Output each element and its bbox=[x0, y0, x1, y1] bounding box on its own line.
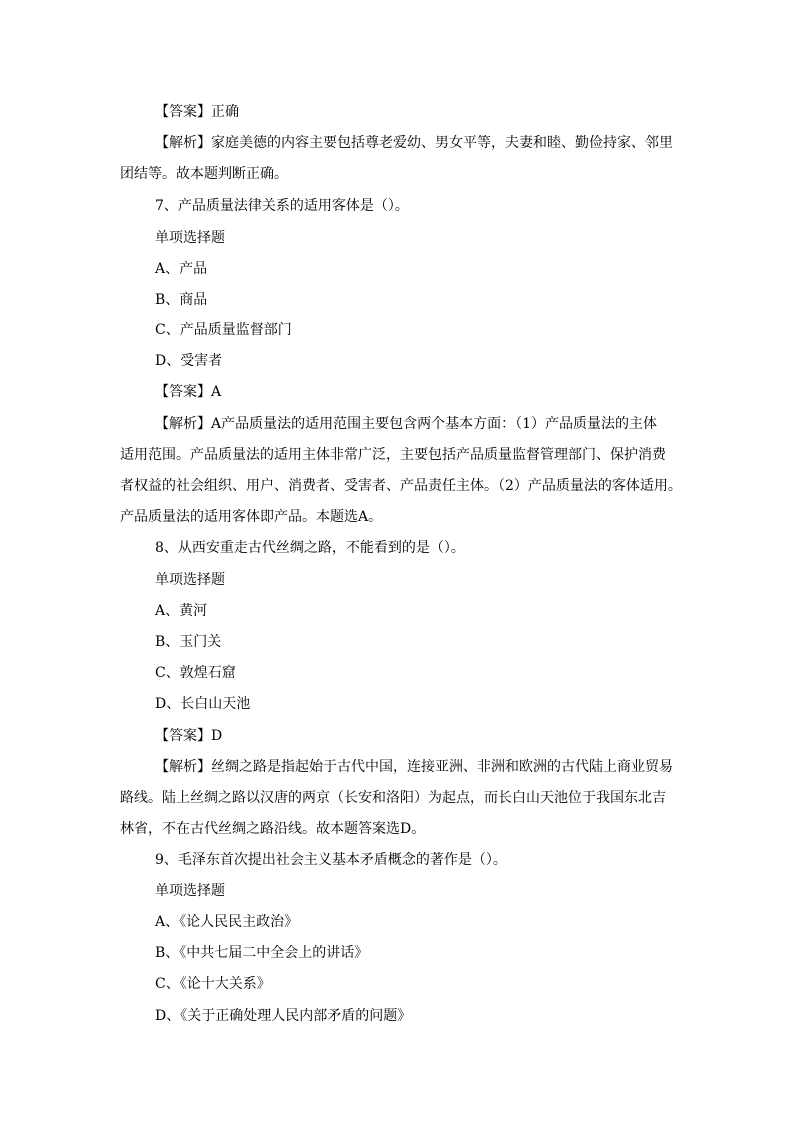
q8-analysis-line-2: 路线。陆上丝绸之路以汉唐的两京（长安和洛阳）为起点，而长白山天池位于我国东北吉 bbox=[120, 790, 666, 806]
analysis-tag: 【解析】 bbox=[155, 135, 211, 151]
q8-option-c: C、敦煌石窟 bbox=[155, 665, 236, 681]
q7-answer bbox=[155, 382, 221, 402]
q9-option-a: A、《论人民民主政治》 bbox=[155, 914, 299, 930]
q8-option-b: B、玉门关 bbox=[155, 634, 222, 650]
q6-analysis-line-1 bbox=[155, 133, 673, 153]
q8-type: 单项选择题 bbox=[155, 572, 225, 588]
analysis-text: 丝绸之路是指起始于古代中国，连接亚洲、非洲和欧洲的古代陆上商业贸易 bbox=[211, 759, 673, 775]
answer-value: D bbox=[211, 728, 223, 744]
answer-value: 正确 bbox=[211, 104, 239, 120]
q7-option-a: A、产品 bbox=[155, 261, 208, 277]
answer-tag: 【答案】 bbox=[155, 728, 211, 744]
q7-option-b: B、商品 bbox=[155, 292, 208, 308]
q9-option-d: D、《关于正确处理人民内部矛盾的问题》 bbox=[155, 1008, 412, 1024]
q7-option-c: C、产品质量监督部门 bbox=[155, 322, 292, 338]
q7-analysis-line-2: 适用范围。产品质量法的适用主体非常广泛，主要包括产品质量监督管理部门、保护消费 bbox=[120, 447, 666, 463]
q9-option-c: C、《论十大关系》 bbox=[155, 976, 271, 992]
q8-answer bbox=[155, 726, 222, 746]
q7-type: 单项选择题 bbox=[155, 230, 225, 246]
answer-value: A bbox=[211, 384, 222, 400]
q6-analysis-line-2: 团结等。故本题判断正确。 bbox=[120, 166, 288, 182]
q8-option-a: A、黄河 bbox=[155, 603, 208, 619]
q7-question: 7、产品质量法律关系的适用客体是（）。 bbox=[155, 198, 409, 214]
answer-tag: 【答案】 bbox=[155, 104, 211, 120]
q8-option-d: D、长白山天池 bbox=[155, 696, 251, 712]
analysis-text: A产品质量法的适用范围主要包含两个基本方面：（1）产品质量法的主体 bbox=[211, 416, 658, 432]
q7-analysis-line-1 bbox=[155, 414, 657, 434]
analysis-text: 家庭美德的内容主要包括尊老爱幼、男女平等，夫妻和睦、勤俭持家、邻里 bbox=[211, 135, 673, 151]
q9-type: 单项选择题 bbox=[155, 883, 225, 899]
analysis-tag: 【解析】 bbox=[155, 759, 211, 775]
q9-question: 9、毛泽东首次提出社会主义基本矛盾概念的著作是（）。 bbox=[155, 852, 507, 868]
q7-option-d: D、受害者 bbox=[155, 353, 223, 369]
analysis-tag: 【解析】 bbox=[155, 416, 211, 432]
q8-analysis-line-3: 林省，不在古代丝绸之路沿线。故本题答案选D。 bbox=[120, 821, 426, 837]
q6-answer bbox=[155, 102, 239, 122]
q7-analysis-line-3: 者权益的社会组织、用户、消费者、受害者、产品责任主体。（2）产品质量法的客体适用。 bbox=[120, 478, 682, 494]
q7-analysis-line-4: 产品质量法的适用客体即产品。本题选A。 bbox=[120, 509, 383, 525]
answer-tag: 【答案】 bbox=[155, 384, 211, 400]
q8-analysis-line-1 bbox=[155, 757, 673, 777]
q9-option-b: B、《中共七届二中全会上的讲话》 bbox=[155, 945, 369, 961]
q8-question: 8、从西安重走古代丝绸之路，不能看到的是（）。 bbox=[155, 540, 465, 556]
